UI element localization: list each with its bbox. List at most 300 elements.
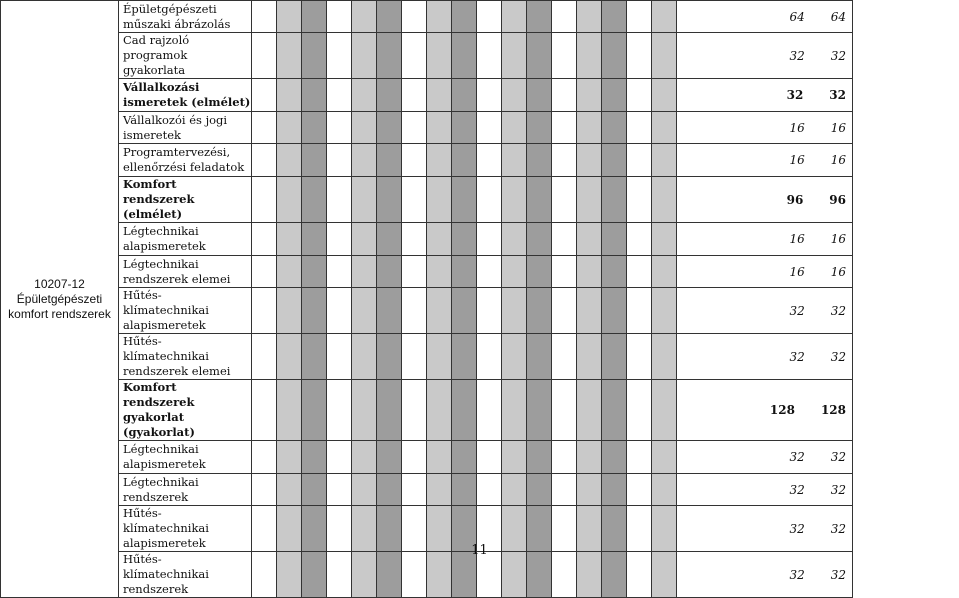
table-row bbox=[1, 112, 853, 144]
schedule-cell bbox=[652, 144, 677, 177]
schedule-cell bbox=[552, 380, 577, 441]
schedule-cell bbox=[352, 474, 377, 506]
schedule-cell bbox=[252, 177, 277, 223]
schedule-cell bbox=[277, 1, 302, 33]
hours-cell bbox=[677, 79, 853, 112]
table-row bbox=[1, 79, 853, 112]
hours-values bbox=[677, 88, 852, 102]
schedule-cell bbox=[602, 552, 627, 598]
schedule-cell bbox=[327, 334, 352, 380]
schedule-cell bbox=[527, 474, 552, 506]
schedule-cell bbox=[452, 441, 477, 474]
schedule-cell bbox=[602, 223, 627, 256]
schedule-cell bbox=[627, 223, 652, 256]
schedule-cell bbox=[302, 288, 327, 334]
hours-value-1: 16 bbox=[789, 264, 805, 279]
schedule-cell bbox=[577, 112, 602, 144]
hours-value-1: 16 bbox=[789, 120, 805, 135]
schedule-cell bbox=[602, 334, 627, 380]
schedule-cell bbox=[502, 223, 527, 256]
schedule-cell bbox=[652, 380, 677, 441]
module-name: Épületgépészeti komfort rendszerek bbox=[8, 291, 111, 321]
hours-value-2: 64 bbox=[830, 9, 846, 24]
schedule-cell bbox=[352, 79, 377, 112]
hours-value-1: 32 bbox=[789, 567, 805, 582]
table-row bbox=[1, 223, 853, 256]
schedule-cell bbox=[477, 256, 502, 288]
schedule-cell bbox=[427, 380, 452, 441]
schedule-cell bbox=[302, 334, 327, 380]
hours-values bbox=[677, 193, 852, 207]
schedule-cell bbox=[327, 256, 352, 288]
topic-cell: Épületgépészeti műszaki ábrázolás bbox=[119, 1, 252, 33]
hours-values bbox=[677, 153, 852, 167]
schedule-cell bbox=[252, 380, 277, 441]
schedule-cell bbox=[377, 79, 402, 112]
schedule-cell bbox=[427, 79, 452, 112]
schedule-cell bbox=[252, 112, 277, 144]
schedule-cell bbox=[527, 112, 552, 144]
schedule-cell bbox=[552, 79, 577, 112]
schedule-cell bbox=[577, 474, 602, 506]
schedule-cell bbox=[402, 288, 427, 334]
schedule-cell bbox=[327, 1, 352, 33]
schedule-cell bbox=[252, 441, 277, 474]
schedule-cell bbox=[427, 474, 452, 506]
schedule-cell bbox=[302, 474, 327, 506]
schedule-cell bbox=[502, 144, 527, 177]
schedule-cell bbox=[377, 380, 402, 441]
schedule-cell bbox=[527, 441, 552, 474]
schedule-cell bbox=[477, 288, 502, 334]
schedule-cell bbox=[527, 144, 552, 177]
hours-values bbox=[677, 10, 852, 24]
schedule-cell bbox=[327, 112, 352, 144]
schedule-cell bbox=[627, 334, 652, 380]
schedule-cell bbox=[527, 380, 552, 441]
schedule-cell bbox=[602, 256, 627, 288]
hours-value-1: 64 bbox=[789, 9, 805, 24]
schedule-cell bbox=[577, 79, 602, 112]
schedule-cell bbox=[502, 474, 527, 506]
hours-value-2: 32 bbox=[830, 521, 846, 536]
hours-value-2: 32 bbox=[830, 349, 846, 364]
schedule-cell bbox=[327, 474, 352, 506]
schedule-cell bbox=[277, 256, 302, 288]
hours-value-1: 32 bbox=[789, 450, 805, 464]
schedule-cell bbox=[577, 334, 602, 380]
schedule-cell bbox=[377, 474, 402, 506]
schedule-cell bbox=[327, 288, 352, 334]
schedule-cell bbox=[302, 144, 327, 177]
schedule-cell bbox=[252, 223, 277, 256]
schedule-cell bbox=[302, 33, 327, 79]
schedule-cell bbox=[402, 334, 427, 380]
page-number: 11 bbox=[471, 543, 488, 558]
schedule-cell bbox=[627, 441, 652, 474]
table-row bbox=[1, 256, 853, 288]
schedule-cell bbox=[552, 256, 577, 288]
schedule-cell bbox=[652, 79, 677, 112]
hours-values bbox=[677, 265, 852, 279]
schedule-cell bbox=[502, 33, 527, 79]
hours-value-1: 32 bbox=[789, 48, 805, 63]
schedule-cell bbox=[652, 552, 677, 598]
schedule-cell bbox=[427, 334, 452, 380]
schedule-cell bbox=[552, 441, 577, 474]
schedule-cell bbox=[577, 223, 602, 256]
schedule-cell bbox=[402, 552, 427, 598]
schedule-cell bbox=[252, 256, 277, 288]
schedule-cell bbox=[552, 177, 577, 223]
table-row bbox=[1, 474, 853, 506]
schedule-cell bbox=[527, 1, 552, 33]
schedule-cell bbox=[602, 380, 627, 441]
hours-cell bbox=[677, 144, 853, 177]
schedule-cell bbox=[627, 380, 652, 441]
curriculum-table-body bbox=[1, 1, 853, 598]
table-row bbox=[1, 1, 853, 33]
schedule-cell bbox=[602, 288, 627, 334]
schedule-cell bbox=[552, 1, 577, 33]
hours-value-1: 96 bbox=[786, 192, 804, 207]
schedule-cell bbox=[277, 144, 302, 177]
hours-value-2: 96 bbox=[829, 192, 846, 207]
schedule-cell bbox=[302, 79, 327, 112]
table-row bbox=[1, 380, 853, 441]
schedule-cell bbox=[252, 552, 277, 598]
topic-cell: Programtervezési, ellenőrzési feladatok bbox=[119, 144, 252, 177]
schedule-cell bbox=[327, 177, 352, 223]
hours-values bbox=[677, 568, 852, 582]
schedule-cell bbox=[527, 552, 552, 598]
schedule-cell bbox=[377, 1, 402, 33]
hours-value-2: 128 bbox=[820, 403, 846, 417]
hours-value-1: 32 bbox=[789, 482, 805, 497]
table-row bbox=[1, 441, 853, 474]
schedule-cell bbox=[252, 144, 277, 177]
schedule-cell bbox=[377, 256, 402, 288]
schedule-cell bbox=[502, 112, 527, 144]
schedule-cell bbox=[327, 144, 352, 177]
schedule-cell bbox=[402, 1, 427, 33]
schedule-cell bbox=[577, 441, 602, 474]
schedule-cell bbox=[302, 112, 327, 144]
hours-value-2: 32 bbox=[830, 48, 846, 63]
schedule-cell bbox=[277, 223, 302, 256]
schedule-cell bbox=[527, 79, 552, 112]
schedule-cell bbox=[402, 474, 427, 506]
schedule-cell bbox=[602, 474, 627, 506]
hours-values bbox=[677, 232, 852, 246]
schedule-cell bbox=[477, 112, 502, 144]
hours-cell bbox=[677, 334, 853, 380]
schedule-cell bbox=[577, 256, 602, 288]
hours-cell bbox=[677, 1, 853, 33]
hours-values bbox=[677, 121, 852, 135]
hours-value-1: 16 bbox=[789, 153, 805, 167]
schedule-cell bbox=[477, 79, 502, 112]
schedule-cell bbox=[427, 33, 452, 79]
schedule-cell bbox=[527, 223, 552, 256]
schedule-cell bbox=[277, 380, 302, 441]
schedule-cell bbox=[377, 33, 402, 79]
schedule-cell bbox=[427, 441, 452, 474]
table-row bbox=[1, 144, 853, 177]
hours-value-1: 32 bbox=[789, 521, 805, 536]
schedule-cell bbox=[452, 1, 477, 33]
schedule-cell bbox=[327, 552, 352, 598]
schedule-cell bbox=[452, 223, 477, 256]
schedule-cell bbox=[477, 144, 502, 177]
schedule-cell bbox=[277, 177, 302, 223]
schedule-cell bbox=[427, 552, 452, 598]
hours-values bbox=[677, 483, 852, 497]
topic-cell: Hűtés- klímatechnikai rendszerek elemei bbox=[119, 334, 252, 380]
schedule-cell bbox=[477, 33, 502, 79]
schedule-cell bbox=[477, 474, 502, 506]
topic-cell: Vállalkozási ismeretek (elmélet) bbox=[119, 79, 252, 112]
schedule-cell bbox=[452, 288, 477, 334]
schedule-cell bbox=[402, 33, 427, 79]
schedule-cell bbox=[652, 474, 677, 506]
topic-cell: Komfort rendszerek (elmélet) bbox=[119, 177, 252, 223]
hours-cell bbox=[677, 177, 853, 223]
topic-cell: Légtechnikai rendszerek bbox=[119, 474, 252, 506]
schedule-cell bbox=[452, 144, 477, 177]
schedule-cell bbox=[552, 144, 577, 177]
hours-value-1: 32 bbox=[786, 88, 804, 102]
schedule-cell bbox=[352, 380, 377, 441]
topic-cell: Vállalkozói és jogi ismeretek bbox=[119, 112, 252, 144]
schedule-cell bbox=[627, 112, 652, 144]
schedule-cell bbox=[377, 334, 402, 380]
schedule-cell bbox=[452, 474, 477, 506]
schedule-cell bbox=[452, 33, 477, 79]
hours-value-2: 16 bbox=[830, 232, 846, 246]
topic-cell: Komfort rendszerek gyakorlat (gyakorlat) bbox=[119, 380, 252, 441]
schedule-cell bbox=[302, 177, 327, 223]
schedule-cell bbox=[327, 380, 352, 441]
schedule-cell bbox=[627, 552, 652, 598]
schedule-cell bbox=[552, 223, 577, 256]
schedule-cell bbox=[602, 177, 627, 223]
schedule-cell bbox=[277, 288, 302, 334]
schedule-cell bbox=[477, 552, 502, 598]
schedule-cell bbox=[377, 144, 402, 177]
schedule-cell bbox=[352, 33, 377, 79]
schedule-cell bbox=[452, 177, 477, 223]
schedule-cell bbox=[352, 288, 377, 334]
schedule-cell bbox=[502, 334, 527, 380]
hours-cell bbox=[677, 112, 853, 144]
hours-value-2: 32 bbox=[829, 88, 846, 102]
schedule-cell bbox=[627, 33, 652, 79]
schedule-cell bbox=[402, 79, 427, 112]
schedule-cell bbox=[452, 552, 477, 598]
hours-values bbox=[677, 403, 852, 417]
schedule-cell bbox=[627, 474, 652, 506]
hours-values bbox=[677, 49, 852, 63]
schedule-cell bbox=[402, 223, 427, 256]
schedule-cell bbox=[427, 177, 452, 223]
schedule-cell bbox=[302, 552, 327, 598]
schedule-cell bbox=[502, 552, 527, 598]
schedule-cell bbox=[477, 441, 502, 474]
schedule-cell bbox=[277, 474, 302, 506]
schedule-cell bbox=[402, 144, 427, 177]
schedule-cell bbox=[577, 144, 602, 177]
module-code: 10207-12 bbox=[34, 276, 85, 291]
schedule-cell bbox=[627, 177, 652, 223]
topic-cell: Légtechnikai alapismeretek bbox=[119, 223, 252, 256]
schedule-cell bbox=[502, 256, 527, 288]
hours-value-2: 32 bbox=[830, 303, 846, 318]
schedule-cell bbox=[427, 288, 452, 334]
hours-value-2: 32 bbox=[830, 567, 846, 582]
schedule-cell bbox=[352, 256, 377, 288]
schedule-cell bbox=[627, 288, 652, 334]
hours-values bbox=[677, 350, 852, 364]
schedule-cell bbox=[502, 1, 527, 33]
hours-value-1: 128 bbox=[769, 403, 795, 417]
schedule-cell bbox=[552, 474, 577, 506]
schedule-cell bbox=[577, 552, 602, 598]
hours-cell bbox=[677, 380, 853, 441]
schedule-cell bbox=[527, 288, 552, 334]
schedule-cell bbox=[252, 1, 277, 33]
schedule-cell bbox=[252, 474, 277, 506]
schedule-cell bbox=[602, 1, 627, 33]
schedule-cell bbox=[627, 79, 652, 112]
schedule-cell bbox=[502, 79, 527, 112]
schedule-cell bbox=[477, 380, 502, 441]
schedule-cell bbox=[277, 334, 302, 380]
schedule-cell bbox=[477, 1, 502, 33]
schedule-cell bbox=[327, 79, 352, 112]
schedule-cell bbox=[427, 144, 452, 177]
schedule-cell bbox=[527, 33, 552, 79]
table-row bbox=[1, 177, 853, 223]
hours-cell bbox=[677, 552, 853, 598]
schedule-cell bbox=[302, 441, 327, 474]
schedule-cell bbox=[477, 334, 502, 380]
hours-values bbox=[677, 304, 852, 318]
schedule-cell bbox=[427, 112, 452, 144]
schedule-cell bbox=[402, 177, 427, 223]
schedule-cell bbox=[352, 334, 377, 380]
schedule-cell bbox=[252, 288, 277, 334]
hours-value-1: 32 bbox=[789, 349, 805, 364]
schedule-cell bbox=[602, 144, 627, 177]
hours-cell bbox=[677, 33, 853, 79]
schedule-cell bbox=[577, 288, 602, 334]
hours-value-2: 16 bbox=[830, 120, 846, 135]
schedule-cell bbox=[552, 552, 577, 598]
schedule-cell bbox=[427, 256, 452, 288]
hours-cell bbox=[677, 256, 853, 288]
schedule-cell bbox=[252, 79, 277, 112]
schedule-cell bbox=[427, 223, 452, 256]
schedule-cell bbox=[452, 79, 477, 112]
hours-cell bbox=[677, 223, 853, 256]
schedule-cell bbox=[552, 288, 577, 334]
schedule-cell bbox=[352, 441, 377, 474]
schedule-cell bbox=[402, 256, 427, 288]
schedule-cell bbox=[652, 288, 677, 334]
schedule-cell bbox=[602, 79, 627, 112]
hours-value-1: 16 bbox=[789, 232, 805, 246]
table-row bbox=[1, 334, 853, 380]
schedule-cell bbox=[577, 177, 602, 223]
schedule-cell bbox=[627, 256, 652, 288]
schedule-cell bbox=[652, 1, 677, 33]
schedule-cell bbox=[352, 177, 377, 223]
schedule-cell bbox=[427, 1, 452, 33]
schedule-cell bbox=[502, 441, 527, 474]
topic-cell: Cad rajzoló programok gyakorlata bbox=[119, 33, 252, 79]
schedule-cell bbox=[402, 441, 427, 474]
schedule-cell bbox=[302, 256, 327, 288]
schedule-cell bbox=[652, 441, 677, 474]
schedule-cell bbox=[502, 288, 527, 334]
schedule-cell bbox=[302, 223, 327, 256]
hours-values bbox=[677, 522, 852, 536]
schedule-cell bbox=[452, 256, 477, 288]
schedule-cell bbox=[477, 223, 502, 256]
schedule-cell bbox=[552, 334, 577, 380]
schedule-cell bbox=[577, 1, 602, 33]
schedule-cell bbox=[327, 223, 352, 256]
schedule-cell bbox=[327, 441, 352, 474]
table-row bbox=[1, 288, 853, 334]
schedule-cell bbox=[277, 33, 302, 79]
schedule-cell bbox=[277, 112, 302, 144]
schedule-cell bbox=[402, 380, 427, 441]
schedule-cell bbox=[327, 33, 352, 79]
schedule-cell bbox=[377, 441, 402, 474]
schedule-cell bbox=[552, 33, 577, 79]
schedule-cell bbox=[352, 223, 377, 256]
hours-value-2: 32 bbox=[830, 450, 846, 464]
hours-value-2: 16 bbox=[830, 264, 846, 279]
schedule-cell bbox=[652, 177, 677, 223]
topic-cell: Hűtés- klímatechnikai alapismeretek bbox=[119, 506, 252, 552]
schedule-cell bbox=[377, 552, 402, 598]
schedule-cell bbox=[652, 112, 677, 144]
schedule-cell bbox=[302, 1, 327, 33]
schedule-cell bbox=[377, 177, 402, 223]
schedule-cell bbox=[252, 334, 277, 380]
table-row bbox=[1, 33, 853, 79]
schedule-cell bbox=[652, 33, 677, 79]
schedule-cell bbox=[627, 144, 652, 177]
schedule-cell bbox=[452, 334, 477, 380]
topic-cell: Hűtés- klímatechnikai rendszerek bbox=[119, 552, 252, 598]
hours-values bbox=[677, 450, 852, 464]
schedule-cell bbox=[302, 380, 327, 441]
schedule-cell bbox=[352, 144, 377, 177]
hours-value-2: 16 bbox=[830, 153, 846, 167]
schedule-cell bbox=[377, 288, 402, 334]
module-cell bbox=[1, 1, 119, 598]
schedule-cell bbox=[377, 223, 402, 256]
schedule-cell bbox=[252, 33, 277, 79]
schedule-cell bbox=[602, 441, 627, 474]
schedule-cell bbox=[527, 256, 552, 288]
topic-cell: Légtechnikai rendszerek elemei bbox=[119, 256, 252, 288]
schedule-cell bbox=[652, 223, 677, 256]
